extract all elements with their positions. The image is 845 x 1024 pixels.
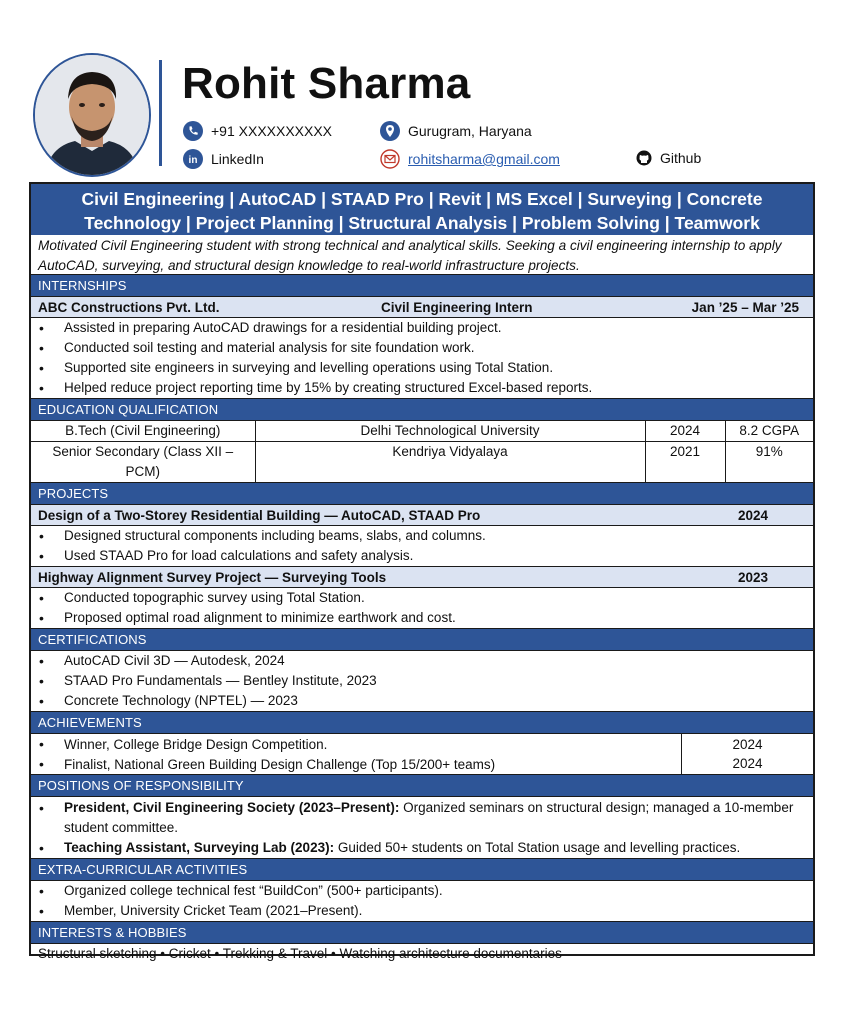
phone-contact <box>183 121 332 141</box>
github-icon <box>636 148 652 168</box>
project-year: 2023 <box>737 570 769 585</box>
skills-line-1: Civil Engineering | AutoCAD | STAAD Pro | Revit | MS Excel | Surveying | Concrete <box>81 189 763 209</box>
table-row <box>31 421 813 442</box>
candidate-name: Rohit Sharma <box>182 59 471 108</box>
list-item: • STAAD Pro Fundamentals — Bentley Institute, 2023 <box>31 671 813 691</box>
hobbies-text: Structural sketching • Cricket • Trekking & Travel • Watching architecture documentaries <box>38 946 562 961</box>
skills-line-2: Technology | Project Planning | Structural Analysis | Problem Solving | Teamwork <box>84 213 760 233</box>
internship-bullets <box>31 318 813 399</box>
project-header <box>31 505 813 526</box>
list-item: • Assisted in preparing AutoCAD drawings for a residential building project. <box>31 318 813 338</box>
list-item: • Used STAAD Pro for load calculations and safety analysis. <box>31 546 813 566</box>
section-achievements: ACHIEVEMENTS <box>31 712 813 734</box>
achievement-year: 2024 <box>732 756 763 771</box>
email-link[interactable]: rohitsharma@gmail.com <box>408 151 560 167</box>
github-contact[interactable] <box>636 148 701 168</box>
list-item: • Supported site engineers in surveying and levelling operations using Total Station. <box>31 358 813 378</box>
list-item: • Designed structural components including beams, slabs, and columns. <box>31 526 813 546</box>
project-bullets <box>31 588 813 629</box>
internship-role: Civil Engineering Intern <box>381 300 533 315</box>
section-hobbies: INTERESTS & HOBBIES <box>31 922 813 944</box>
section-education: EDUCATION QUALIFICATION <box>31 399 813 421</box>
certification-list <box>31 651 813 712</box>
achievements-table <box>31 734 813 775</box>
linkedin-link[interactable]: LinkedIn <box>211 151 264 167</box>
list-item: • Proposed optimal road alignment to minimize earthwork and cost. <box>31 608 813 628</box>
position-title: President, Civil Engineering Society (2023–Present): <box>64 800 400 815</box>
location-pin-icon <box>380 121 400 141</box>
linkedin-icon <box>183 149 203 169</box>
education-institute: Kendriya Vidyalaya <box>255 442 645 483</box>
section-extracurricular: EXTRA-CURRICULAR ACTIVITIES <box>31 859 813 881</box>
position-title: Teaching Assistant, Surveying Lab (2023): <box>64 840 335 855</box>
list-item: • Member, University Cricket Team (2021–Present). <box>31 901 813 921</box>
list-item: • AutoCAD Civil 3D — Autodesk, 2024 <box>31 651 813 671</box>
project-bullets <box>31 526 813 567</box>
position-description: Guided 50+ students on Total Station usage and levelling practices. <box>334 840 741 855</box>
section-projects: PROJECTS <box>31 483 813 505</box>
location-text: Gurugram, Haryana <box>408 123 532 139</box>
education-year: 2021 <box>645 442 725 483</box>
education-score: 91% <box>725 442 813 483</box>
list-item: • Helped reduce project reporting time by 15% by creating structured Excel-based reports. <box>31 378 813 398</box>
phone-number: +91 XXXXXXXXXX <box>211 123 333 139</box>
list-item: • Conducted soil testing and material analysis for site foundation work. <box>31 338 813 358</box>
email-icon <box>380 149 400 169</box>
resume-body <box>29 182 815 961</box>
project-year: 2024 <box>737 508 769 523</box>
header-divider <box>159 60 162 166</box>
positions-list <box>31 797 813 859</box>
education-degree: B.Tech (Civil Engineering) <box>31 421 255 442</box>
profile-photo <box>33 53 151 177</box>
location-contact <box>380 121 532 141</box>
education-degree: Senior Secondary (Class XII – PCM) <box>31 442 255 483</box>
list-item: • Finalist, National Green Building Design Challenge (Top 15/200+ teams) <box>31 754 681 774</box>
list-item: • Winner, College Bridge Design Competition. <box>31 734 681 754</box>
education-year: 2024 <box>645 421 725 442</box>
svg-text:in: in <box>188 155 198 166</box>
list-item <box>31 838 813 858</box>
list-item: • Concrete Technology (NPTEL) — 2023 <box>31 691 813 711</box>
extracurricular-list <box>31 881 813 922</box>
email-contact[interactable] <box>380 149 560 169</box>
summary: Motivated Civil Engineering student with strong technical and analytical skills. Seeking a civil engineering internship to apply AutoCAD, surveying, and structural design knowledge to real-world infrastructure projects. <box>31 235 813 275</box>
list-item: • Conducted topographic survey using Total Station. <box>31 588 813 608</box>
project-name: Highway Alignment Survey Project — Surveying Tools <box>38 570 387 585</box>
github-link[interactable]: Github <box>660 150 702 166</box>
education-table <box>31 421 813 483</box>
list-item: • Organized college technical fest “BuildCon” (500+ participants). <box>31 881 813 901</box>
position-description: Organized seminars on structural design; managed a 10-member student committee. <box>64 800 794 835</box>
internship-company: ABC Constructions Pvt. Ltd. <box>38 300 220 315</box>
phone-icon <box>183 121 203 141</box>
education-score: 8.2 CGPA <box>725 421 813 442</box>
education-institute: Delhi Technological University <box>255 421 645 442</box>
section-positions: POSITIONS OF RESPONSIBILITY <box>31 775 813 797</box>
internship-dates: Jan ’25 – Mar ’25 <box>691 300 799 315</box>
table-row <box>31 442 813 483</box>
list-item <box>31 798 813 838</box>
project-name: Design of a Two-Storey Residential Building — AutoCAD, STAAD Pro <box>38 508 481 523</box>
internship-header <box>31 297 813 318</box>
linkedin-contact[interactable] <box>183 149 264 169</box>
achievement-year: 2024 <box>732 737 763 752</box>
section-internships: INTERNSHIPS <box>31 275 813 297</box>
project-header <box>31 567 813 588</box>
section-certifications: CERTIFICATIONS <box>31 629 813 651</box>
skills-banner <box>31 184 813 235</box>
